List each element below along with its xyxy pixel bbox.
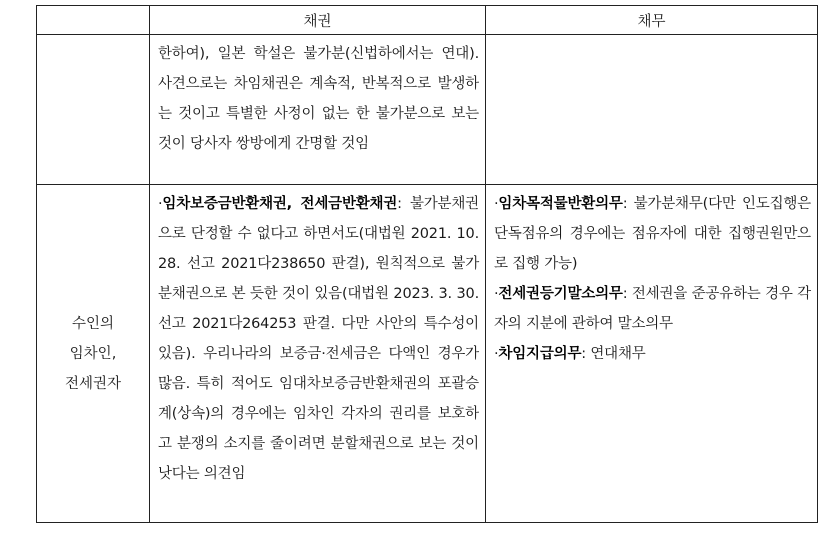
debt-cell	[486, 35, 818, 185]
debt-heading: 차임지급의무	[498, 346, 582, 362]
debt-body: : 전세권을 준공유하는 경우 각자의 지분에 관하여 말소의무	[494, 286, 811, 332]
table-row	[37, 35, 818, 185]
header-debt: 채무	[486, 6, 818, 35]
row-label-line: 수인의	[71, 315, 115, 332]
row-label-line: 전세권자	[64, 375, 122, 392]
bullet: ·	[158, 196, 163, 212]
claim-paragraph	[158, 189, 479, 489]
claim-text: 한하여), 일본 학설은 불가분(신법하에서는 연대). 사견으로는 차임채권은 계속적, 반복적으로 발생하는 것이고 특별한 사정이 없는 한 불가분으로 보는 것이 당사자 쌍방에게 간명할 것임	[158, 46, 479, 152]
row-label	[37, 185, 150, 523]
bullet: ·	[494, 286, 499, 302]
claim-cell	[150, 185, 486, 523]
debt-body: : 불가분채무(다만 인도집행은 단독점유의 경우에는 점유자에 대한 집행권원만으로 집행 가능)	[494, 196, 811, 272]
debt-heading: 임차목적물반환의무	[498, 196, 623, 212]
claim-cell	[150, 35, 486, 185]
debt-paragraph	[494, 339, 811, 369]
debt-paragraph	[494, 279, 811, 339]
header-claim: 채권	[150, 6, 486, 35]
claim-heading: 임차보증금반환채권, 전세금반환채권	[162, 196, 398, 212]
table-row	[37, 185, 818, 523]
header-empty	[37, 6, 150, 35]
bullet: ·	[494, 196, 499, 212]
header-row	[37, 6, 818, 35]
claim-body: : 불가분채권으로 단정할 수 없다고 하면서도(대법원 2021. 10. 28. 선고 2021다238650 판결), 원칙적으로 불가분채권으로 본 듯한 것이 있음(대법원 2023. 3. 30. 선고 2021다264253 판결. 다만 사안의 특수성이 있음). 우리나라의 보증금·전세금은 다액인 경우가 많음. 특히 적어도 임대차보증금반환채권의 포괄승계(상속)의 경우에는 임차인 각자의 권리를 보호하고 분쟁의 소지를 줄이려면 분할채권으로 보는 것이 낫다는 의견임	[158, 196, 479, 482]
debt-body: : 연대채무	[581, 346, 646, 362]
row-label	[37, 35, 150, 185]
bullet: ·	[494, 346, 499, 362]
legal-table	[36, 5, 818, 523]
row-label-line: 임차인,	[69, 345, 117, 362]
debt-cell	[486, 185, 818, 523]
debt-heading: 전세권등기말소의무	[498, 286, 623, 302]
debt-paragraph	[494, 189, 811, 279]
